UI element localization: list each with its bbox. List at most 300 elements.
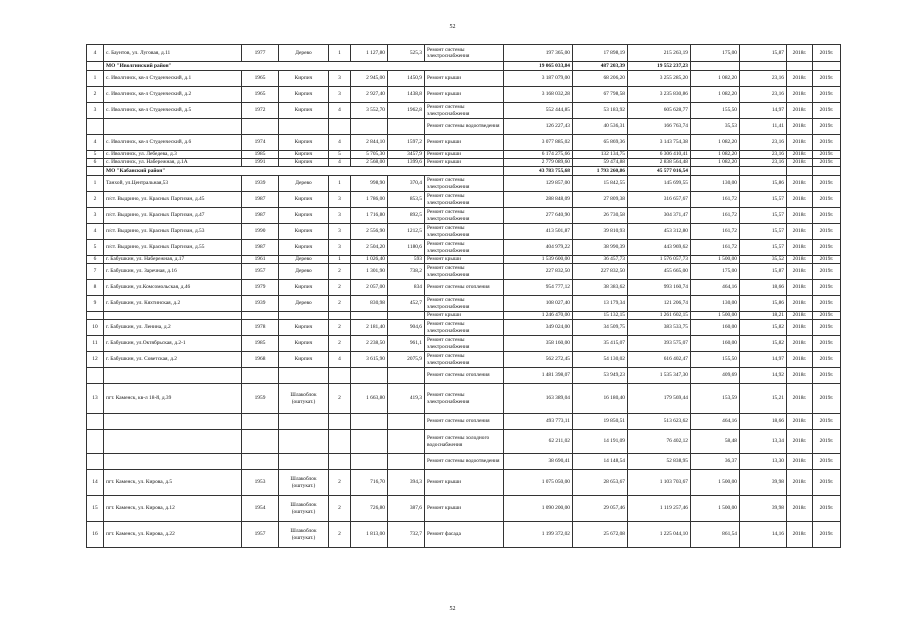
start-year-cell: 2018г.: [787, 151, 813, 159]
end-year-cell: 2019г.: [813, 312, 841, 320]
work-cost-cell: 413 501,87: [504, 224, 573, 240]
work-type-cell: Ремонт системы холодного водоснабжения: [425, 430, 504, 454]
address-cell: пгт. Каменск, кв-л 18-й, д.39: [104, 384, 242, 414]
address-cell: [104, 119, 242, 135]
unit-control-cost-cell: 35,52: [740, 256, 787, 264]
unit-control-cost-cell: 23,16: [740, 87, 787, 103]
work-cost-cell: 6 174 275,66: [504, 151, 573, 159]
address-cell: с. Иволгинск, ул. Лебедева, д.3: [104, 151, 242, 159]
work-type-cell: Ремонт крыши: [425, 312, 504, 320]
row-number-cell: 3: [87, 103, 104, 119]
floors-cell: [329, 430, 351, 454]
table-row: [87, 296, 841, 312]
row-number-cell: 2: [87, 87, 104, 103]
unit-cost-cell: 58,48: [691, 430, 740, 454]
floors-cell: 5: [329, 151, 351, 159]
total-cost-cell: 1 103 703,67: [628, 470, 691, 496]
year-cell: 1965: [242, 71, 279, 87]
year-cell: [242, 119, 279, 135]
floors-cell: 2: [329, 296, 351, 312]
total-cost-cell: 993 160,74: [628, 280, 691, 296]
unit-control-cost-cell: 15,57: [740, 240, 787, 256]
start-year-cell: 2018г.: [787, 414, 813, 430]
unit-cost-cell: 409,69: [691, 368, 740, 384]
empty-cell: [813, 62, 841, 71]
floors-cell: 2: [329, 470, 351, 496]
work-type-cell: Ремонт системы электроснабжения: [425, 240, 504, 256]
wall-material-cell: Кирпич: [279, 103, 329, 119]
total-area-cell: 998,90: [351, 176, 388, 192]
year-cell: 1979: [242, 280, 279, 296]
floors-cell: [329, 454, 351, 470]
empty-cell: [740, 167, 787, 176]
start-year-cell: 2018г.: [787, 496, 813, 522]
year-cell: 1990: [242, 224, 279, 240]
control-cost-cell: 19 850,51: [573, 414, 628, 430]
total-area-cell: 5 705,30: [351, 151, 388, 159]
table-row: [87, 176, 841, 192]
start-year-cell: 2018г.: [787, 280, 813, 296]
table-row: [87, 430, 841, 454]
unit-control-cost-cell: 39,98: [740, 470, 787, 496]
year-cell: [242, 312, 279, 320]
table-row: [87, 151, 841, 159]
start-year-cell: 2018г.: [787, 176, 813, 192]
work-type-cell: Ремонт системы электроснабжения: [425, 192, 504, 208]
row-number-cell: 1: [87, 176, 104, 192]
floors-cell: 1: [329, 45, 351, 62]
table-row: [87, 336, 841, 352]
table-row: [87, 159, 841, 167]
work-cost-cell: 1 199 372,02: [504, 522, 573, 548]
unit-control-cost-cell: 14,97: [740, 352, 787, 368]
living-area-cell: 1450,9: [388, 71, 425, 87]
total-cost-cell: 215 263,19: [628, 45, 691, 62]
work-cost-cell: 349 024,00: [504, 320, 573, 336]
living-area-cell: 387,6: [388, 496, 425, 522]
wall-material-cell: Кирпич: [279, 71, 329, 87]
end-year-cell: 2019г.: [813, 71, 841, 87]
unit-cost-cell: 1 082,20: [691, 151, 740, 159]
floors-cell: 3: [329, 87, 351, 103]
unit-control-cost-cell: 18,66: [740, 280, 787, 296]
address-cell: г. Бабушкин, ул.Октябрьская, д.2-1: [104, 336, 242, 352]
unit-cost-cell: 160,00: [691, 320, 740, 336]
table-row: [87, 384, 841, 414]
total-cost-cell: 393 575,07: [628, 336, 691, 352]
start-year-cell: 2018г.: [787, 135, 813, 151]
control-cost-cell: 27 809,38: [573, 192, 628, 208]
control-cost-cell: 38 990,39: [573, 240, 628, 256]
unit-control-cost-cell: 13,34: [740, 430, 787, 454]
total-area-cell: 2 504,20: [351, 240, 388, 256]
control-cost-cell: 65 869,36: [573, 135, 628, 151]
address-cell: г. Бабушкин, ул. Советская, д.2: [104, 352, 242, 368]
living-area-cell: 1212,5: [388, 224, 425, 240]
year-cell: 1974: [242, 135, 279, 151]
end-year-cell: 2019г.: [813, 135, 841, 151]
start-year-cell: 2018г.: [787, 454, 813, 470]
work-cost-cell: 3 187 079,00: [504, 71, 573, 87]
work-type-cell: Ремонт системы электроснабжения: [425, 336, 504, 352]
work-type-cell: Ремонт системы электроснабжения: [425, 352, 504, 368]
unit-control-cost-cell: 14,16: [740, 522, 787, 548]
end-year-cell: 2019г.: [813, 414, 841, 430]
total-cost-cell: 6 306 410,41: [628, 151, 691, 159]
start-year-cell: 2018г.: [787, 208, 813, 224]
unit-control-cost-cell: 18,66: [740, 414, 787, 430]
floors-cell: 3: [329, 192, 351, 208]
end-year-cell: 2019г.: [813, 151, 841, 159]
total-cost-cell: 316 657,67: [628, 192, 691, 208]
address-cell: пгт. Каменск, ул. Кирова, д.5: [104, 470, 242, 496]
table-row: [87, 45, 841, 62]
total-area-cell: 716,70: [351, 470, 388, 496]
address-cell: с. Иволгинск, кв-л Студенческий, д.2: [104, 87, 242, 103]
start-year-cell: 2018г.: [787, 159, 813, 167]
living-area-cell: 525,3: [388, 45, 425, 62]
living-area-cell: 853,5: [388, 192, 425, 208]
address-cell: г. Бабушкин, ул.Комсомольская, д.46: [104, 280, 242, 296]
total-cost-cell: 616 402,47: [628, 352, 691, 368]
work-type-cell: Ремонт системы отопления: [425, 414, 504, 430]
start-year-cell: 2018г.: [787, 352, 813, 368]
row-number-cell: 16: [87, 522, 104, 548]
floors-cell: 2: [329, 522, 351, 548]
total-cost-cell: 513 623,62: [628, 414, 691, 430]
start-year-cell: 2018г.: [787, 368, 813, 384]
address-cell: с. Иволгинск, ул. Набережная, д.1А: [104, 159, 242, 167]
work-cost-cell: 38 690,41: [504, 454, 573, 470]
control-cost-cell: 34 509,75: [573, 320, 628, 336]
row-number-cell: 11: [87, 336, 104, 352]
work-cost-cell: 108 027,40: [504, 296, 573, 312]
end-year-cell: 2019г.: [813, 280, 841, 296]
work-cost-cell: 1 246 470,00: [504, 312, 573, 320]
start-year-cell: 2018г.: [787, 71, 813, 87]
living-area-cell: 370,4: [388, 176, 425, 192]
total-area-cell: [351, 119, 388, 135]
work-cost-cell: 163 389,04: [504, 384, 573, 414]
floors-cell: 4: [329, 159, 351, 167]
row-number-cell: 5: [87, 151, 104, 159]
work-type-cell: Ремонт системы электроснабжения: [425, 103, 504, 119]
unit-control-cost-cell: 23,16: [740, 151, 787, 159]
end-year-cell: 2019г.: [813, 264, 841, 280]
unit-control-cost-cell: 15,57: [740, 208, 787, 224]
end-year-cell: 2019г.: [813, 256, 841, 264]
row-number-cell: 6: [87, 256, 104, 264]
table-row: [87, 192, 841, 208]
address-cell: г. Бабушкин, ул. Заречная, д.16: [104, 264, 242, 280]
wall-material-cell: Дерево: [279, 256, 329, 264]
empty-cell: [787, 167, 813, 176]
wall-material-cell: Кирпич: [279, 87, 329, 103]
work-type-cell: Ремонт системы электроснабжения: [425, 384, 504, 414]
year-cell: 1959: [242, 384, 279, 414]
floors-cell: [329, 368, 351, 384]
total-cost-cell: 383 533,75: [628, 320, 691, 336]
work-cost-cell: 493 773,11: [504, 414, 573, 430]
unit-control-cost-cell: 15,86: [740, 296, 787, 312]
living-area-cell: 3457,9: [388, 151, 425, 159]
total-cost-cell: 1 261 602,15: [628, 312, 691, 320]
row-number-cell: 2: [87, 192, 104, 208]
work-type-cell: Ремонт системы электроснабжения: [425, 320, 504, 336]
living-area-cell: 834: [388, 280, 425, 296]
district-total-cost: 19 552 237,23: [628, 62, 691, 71]
table-row: [87, 454, 841, 470]
end-year-cell: 2019г.: [813, 336, 841, 352]
district-header-row: [87, 62, 841, 71]
address-cell: г. Бабушкин, ул. Ленина, д.2: [104, 320, 242, 336]
work-cost-cell: 62 211,02: [504, 430, 573, 454]
year-cell: 1987: [242, 208, 279, 224]
table-row: [87, 103, 841, 119]
table-row: [87, 470, 841, 496]
start-year-cell: 2018г.: [787, 522, 813, 548]
district-total-work-cost: 19 065 033,84: [504, 62, 573, 71]
start-year-cell: 2018г.: [787, 224, 813, 240]
work-cost-cell: 129 857,00: [504, 176, 573, 192]
total-area-cell: 2 927,40: [351, 87, 388, 103]
living-area-cell: 394,3: [388, 470, 425, 496]
row-number-cell: 1: [87, 71, 104, 87]
total-cost-cell: 3 235 830,86: [628, 87, 691, 103]
work-cost-cell: 197 365,00: [504, 45, 573, 62]
start-year-cell: 2018г.: [787, 256, 813, 264]
row-number-cell: 13: [87, 384, 104, 414]
empty-cell: [787, 62, 813, 71]
control-cost-cell: 59 474,88: [573, 159, 628, 167]
end-year-cell: 2019г.: [813, 368, 841, 384]
total-cost-cell: 2 838 564,48: [628, 159, 691, 167]
unit-cost-cell: 1 500,00: [691, 312, 740, 320]
address-cell: с. Иволгинск, кв-л Студенческий, д.6: [104, 135, 242, 151]
total-cost-cell: 145 699,55: [628, 176, 691, 192]
total-cost-cell: 76 402,12: [628, 430, 691, 454]
table-row: [87, 135, 841, 151]
start-year-cell: 2018г.: [787, 87, 813, 103]
work-type-cell: Ремонт крыши: [425, 71, 504, 87]
total-cost-cell: 1 119 257,46: [628, 496, 691, 522]
floors-cell: 2: [329, 496, 351, 522]
unit-control-cost-cell: 18,21: [740, 312, 787, 320]
wall-material-cell: Шлакоблок (оштукат.): [279, 522, 329, 548]
row-number-cell: 8: [87, 280, 104, 296]
start-year-cell: 2018г.: [787, 320, 813, 336]
work-cost-cell: 562 272,45: [504, 352, 573, 368]
living-area-cell: 452,7: [388, 296, 425, 312]
total-area-cell: 2 238,50: [351, 336, 388, 352]
unit-control-cost-cell: 15,87: [740, 45, 787, 62]
start-year-cell: 2018г.: [787, 45, 813, 62]
control-cost-cell: 68 206,20: [573, 71, 628, 87]
unit-control-cost-cell: 23,16: [740, 135, 787, 151]
control-cost-cell: 15 842,55: [573, 176, 628, 192]
row-number-cell: [87, 312, 104, 320]
table-row: [87, 119, 841, 135]
empty-cell: [740, 62, 787, 71]
work-cost-cell: 404 979,22: [504, 240, 573, 256]
total-area-cell: 2 181,40: [351, 320, 388, 336]
table-row: [87, 496, 841, 522]
floors-cell: 2: [329, 336, 351, 352]
start-year-cell: 2018г.: [787, 430, 813, 454]
total-cost-cell: 453 312,80: [628, 224, 691, 240]
total-area-cell: 830,98: [351, 296, 388, 312]
total-cost-cell: 455 665,00: [628, 264, 691, 280]
control-cost-cell: 38 383,62: [573, 280, 628, 296]
table-row: [87, 208, 841, 224]
control-cost-cell: 14 191,09: [573, 430, 628, 454]
row-number-cell: 4: [87, 45, 104, 62]
total-area-cell: 3 615,90: [351, 352, 388, 368]
year-cell: 1953: [242, 470, 279, 496]
living-area-cell: 1180,6: [388, 240, 425, 256]
address-cell: Танхой, ул.Центральная,53: [104, 176, 242, 192]
living-area-cell: 1399,6: [388, 159, 425, 167]
row-number-cell: 9: [87, 296, 104, 312]
work-cost-cell: 1 075 050,00: [504, 470, 573, 496]
living-area-cell: 1438,8: [388, 87, 425, 103]
total-area-cell: 1 301,90: [351, 264, 388, 280]
work-type-cell: Ремонт системы водоотведения: [425, 454, 504, 470]
control-cost-cell: 40 536,31: [573, 119, 628, 135]
total-area-cell: 2 556,90: [351, 224, 388, 240]
work-type-cell: Ремонт крыши: [425, 151, 504, 159]
unit-cost-cell: 464,16: [691, 280, 740, 296]
table-row: [87, 240, 841, 256]
living-area-cell: 738,2: [388, 264, 425, 280]
living-area-cell: 904,6: [388, 320, 425, 336]
total-cost-cell: 166 763,74: [628, 119, 691, 135]
floors-cell: [329, 312, 351, 320]
address-cell: пгт. Каменск, ул. Кирова, д.12: [104, 496, 242, 522]
work-type-cell: Ремонт системы отопления: [425, 280, 504, 296]
start-year-cell: 2018г.: [787, 312, 813, 320]
living-area-cell: 419,3: [388, 384, 425, 414]
end-year-cell: 2019г.: [813, 384, 841, 414]
end-year-cell: 2019г.: [813, 522, 841, 548]
total-area-cell: 2 945,00: [351, 71, 388, 87]
address-cell: [104, 454, 242, 470]
address-cell: [104, 312, 242, 320]
work-cost-cell: 954 777,12: [504, 280, 573, 296]
total-area-cell: 1 026,40: [351, 256, 388, 264]
total-cost-cell: 1 535 347,30: [628, 368, 691, 384]
end-year-cell: 2019г.: [813, 176, 841, 192]
living-area-cell: 892,5: [388, 208, 425, 224]
unit-control-cost-cell: 15,82: [740, 320, 787, 336]
district-header-row: [87, 167, 841, 176]
total-area-cell: 2 844,10: [351, 135, 388, 151]
unit-cost-cell: 464,16: [691, 414, 740, 430]
row-number-cell: [87, 368, 104, 384]
start-year-cell: 2018г.: [787, 119, 813, 135]
unit-control-cost-cell: 39,98: [740, 496, 787, 522]
work-type-cell: Ремонт крыши: [425, 87, 504, 103]
year-cell: 1957: [242, 264, 279, 280]
unit-control-cost-cell: 15,21: [740, 384, 787, 414]
row-number-cell: 15: [87, 496, 104, 522]
address-cell: [104, 368, 242, 384]
floors-cell: 3: [329, 240, 351, 256]
unit-cost-cell: 155,50: [691, 103, 740, 119]
end-year-cell: 2019г.: [813, 470, 841, 496]
control-cost-cell: 29 057,46: [573, 496, 628, 522]
total-cost-cell: 443 969,62: [628, 240, 691, 256]
total-area-cell: [351, 414, 388, 430]
wall-material-cell: Дерево: [279, 176, 329, 192]
year-cell: 1939: [242, 296, 279, 312]
end-year-cell: 2019г.: [813, 320, 841, 336]
unit-cost-cell: 175,00: [691, 45, 740, 62]
address-cell: с. Иволгинск, кв-л Студенческий, д.1: [104, 71, 242, 87]
year-cell: [242, 414, 279, 430]
year-cell: 1978: [242, 320, 279, 336]
work-cost-cell: 1 090 200,00: [504, 496, 573, 522]
page-number-top: 52: [449, 24, 456, 30]
address-cell: [104, 414, 242, 430]
floors-cell: 3: [329, 208, 351, 224]
unit-control-cost-cell: 15,82: [740, 336, 787, 352]
unit-cost-cell: 161,72: [691, 192, 740, 208]
wall-material-cell: Шлакоблок (оштукат.): [279, 384, 329, 414]
table-row: [87, 256, 841, 264]
floors-cell: [329, 414, 351, 430]
table-row: [87, 368, 841, 384]
table-row: [87, 264, 841, 280]
work-cost-cell: 3 077 885,02: [504, 135, 573, 151]
work-cost-cell: 1 539 600,00: [504, 256, 573, 264]
address-cell: п/ст. Выдрино, ул. Красных Партизан, д.45: [104, 192, 242, 208]
address-cell: с. Иволгинск, кв-л Студенческий, д.5: [104, 103, 242, 119]
work-type-cell: Ремонт фасада: [425, 522, 504, 548]
unit-control-cost-cell: 14,92: [740, 368, 787, 384]
empty-cell: [813, 167, 841, 176]
wall-material-cell: Кирпич: [279, 320, 329, 336]
total-cost-cell: 304 371,47: [628, 208, 691, 224]
row-number-cell: 6: [87, 159, 104, 167]
control-cost-cell: 13 179,34: [573, 296, 628, 312]
control-cost-cell: 26 730,58: [573, 208, 628, 224]
district-total-cost: 45 577 016,54: [628, 167, 691, 176]
row-number-cell: [87, 454, 104, 470]
unit-control-cost-cell: 11,41: [740, 119, 787, 135]
table-row: [87, 414, 841, 430]
total-area-cell: [351, 454, 388, 470]
unit-control-cost-cell: 15,57: [740, 224, 787, 240]
address-cell: [104, 430, 242, 454]
end-year-cell: 2019г.: [813, 192, 841, 208]
unit-cost-cell: 1 082,20: [691, 135, 740, 151]
year-cell: 1954: [242, 496, 279, 522]
work-cost-cell: 2 779 089,60: [504, 159, 573, 167]
unit-cost-cell: 1 500,00: [691, 496, 740, 522]
end-year-cell: 2019г.: [813, 454, 841, 470]
wall-material-cell: [279, 312, 329, 320]
total-area-cell: 1 127,80: [351, 45, 388, 62]
year-cell: 1957: [242, 522, 279, 548]
living-area-cell: [388, 430, 425, 454]
total-cost-cell: 179 569,44: [628, 384, 691, 414]
unit-control-cost-cell: 13,30: [740, 454, 787, 470]
start-year-cell: 2018г.: [787, 384, 813, 414]
wall-material-cell: Шлакоблок (оштукат.): [279, 470, 329, 496]
row-number-cell: 5: [87, 240, 104, 256]
living-area-cell: 1597,2: [388, 135, 425, 151]
